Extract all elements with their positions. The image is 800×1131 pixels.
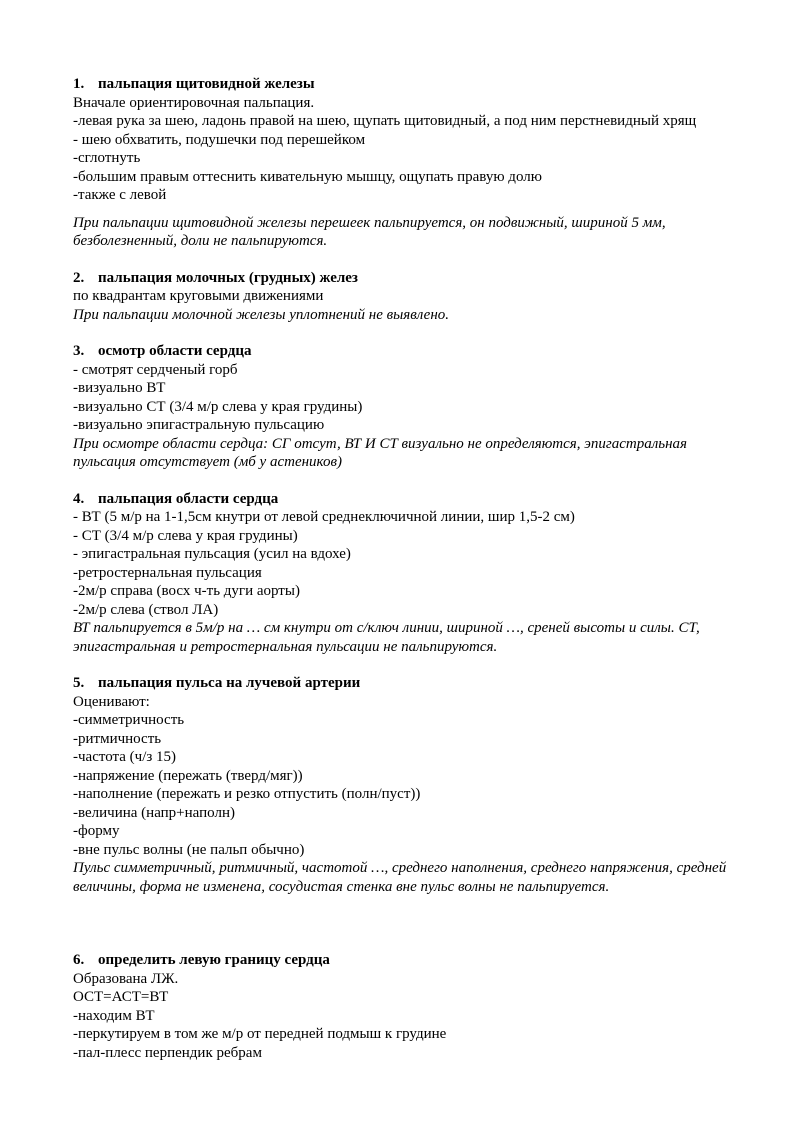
section-number: 3. (73, 343, 85, 359)
document-page (73, 75, 773, 1062)
section-breast-palpation (73, 269, 773, 325)
section-number: 5. (73, 675, 85, 691)
section-heading (73, 951, 773, 970)
text-line: -находим ВТ (73, 1007, 155, 1024)
text-line: -2м/р слева (ствол ЛА) (73, 601, 219, 618)
text-line: Вначале ориентировочная пальпация. (73, 94, 315, 111)
section-heading (73, 75, 773, 94)
text-line: -визуально СТ (3/4 м/р слева у края грудины) (73, 398, 363, 415)
section-number: 4. (73, 490, 85, 507)
section-heart-inspection (73, 342, 773, 472)
text-line: -перкутируем в том же м/р от передней подмыш к грудине (73, 1026, 447, 1042)
text-line: - ВТ (5 м/р на 1-1,5см кнутри от левой среднеключичной линии, шир 1,5-2 см) (73, 509, 575, 525)
text-line: -форму (73, 823, 120, 839)
text-line: -величина (напр+наполн) (73, 804, 235, 821)
section-number: 6. (73, 952, 85, 968)
text-line: - СТ (3/4 м/р слева у края грудины) (73, 527, 298, 544)
text-line: -симметричность (73, 712, 185, 728)
text-line: - шею обхватить, подушечки под перешейком (73, 131, 366, 148)
text-line: Образована ЛЖ. (73, 970, 179, 987)
text-line: -визуально ВТ (73, 380, 166, 396)
conclusion-note: При пальпации щитовидной железы перешеек пальпируется, он подвижный, шириной 5 мм, безболезненный, доли не пальпируются. (73, 214, 666, 249)
text-line: -большим правым оттеснить кивательную мышцу, ощупать правую долю (73, 168, 542, 185)
text-line: -наполнение (пережать и резко отпустить (полн/пуст)) (73, 786, 421, 802)
text-line: ОСТ=АСТ=ВТ (73, 989, 169, 1005)
text-line: -пал-плесс перпендик ребрам (73, 1044, 262, 1061)
section-title: пальпация щитовидной железы (98, 76, 315, 92)
section-title: осмотр области сердца (98, 343, 252, 359)
conclusion-note: При осмотре области сердца: СГ отсут, ВТ И СТ визуально не определяются, эпигастральная пульсация отсутствует (мб у астеников) (73, 435, 687, 470)
text-line: -напряжение (пережать (тверд/мяг)) (73, 767, 303, 784)
section-heading (73, 490, 773, 509)
text-line: -сглотнуть (73, 150, 141, 166)
text-line: -ретростернальная пульсация (73, 564, 262, 581)
conclusion-note: При пальпации молочной железы уплотнений не выявлено. (73, 306, 450, 323)
text-line: -визуально эпигастральную пульсацию (73, 417, 325, 433)
section-number: 2. (73, 269, 85, 286)
text-line: -частота (ч/з 15) (73, 749, 177, 765)
section-title: определить левую границу сердца (98, 952, 330, 968)
section-left-heart-border (73, 951, 773, 1062)
text-line: по квадрантам круговыми движениями (73, 288, 324, 304)
text-line: Оценивают: (73, 693, 150, 710)
text-line: -вне пульс волны (не пальп обычно) (73, 841, 305, 858)
conclusion-note: ВТ пальпируется в 5м/р на … см кнутри от с/ключ линии, шириной …, среней высоты и силы. СТ, эпигастральная и ретростернальная пульсации не пальпируются. (73, 620, 700, 655)
section-heart-palpation (73, 490, 773, 657)
section-title: пальпация молочных (грудных) желез (98, 269, 358, 286)
text-line: -2м/р справа (восх ч-ть дуги аорты) (73, 583, 300, 599)
text-line: -ритмичность (73, 730, 162, 747)
section-heading (73, 342, 773, 361)
section-number: 1. (73, 76, 85, 92)
text-line: -левая рука за шею, ладонь правой на шею, щупать щитовидный, а под ним перстневидный хрящ (73, 113, 697, 129)
section-heading (73, 269, 773, 288)
conclusion-note: Пульс симметричный, ритмичный, частотой …, среднего наполнения, среднего напряжения, средней величины, форма не изменена, сосудистая стенка вне пульс волны не пальпируется. (73, 860, 727, 895)
section-title: пальпация пульса на лучевой артерии (98, 675, 361, 691)
text-line: - смотрят сердченый горб (73, 361, 238, 378)
section-thyroid-palpation (73, 75, 773, 251)
section-heading (73, 674, 773, 693)
section-radial-pulse (73, 674, 773, 896)
text-line: - эпигастральная пульсация (усил на вдохе) (73, 546, 351, 562)
text-line: -также с левой (73, 187, 167, 203)
section-title: пальпация области сердца (98, 490, 279, 507)
